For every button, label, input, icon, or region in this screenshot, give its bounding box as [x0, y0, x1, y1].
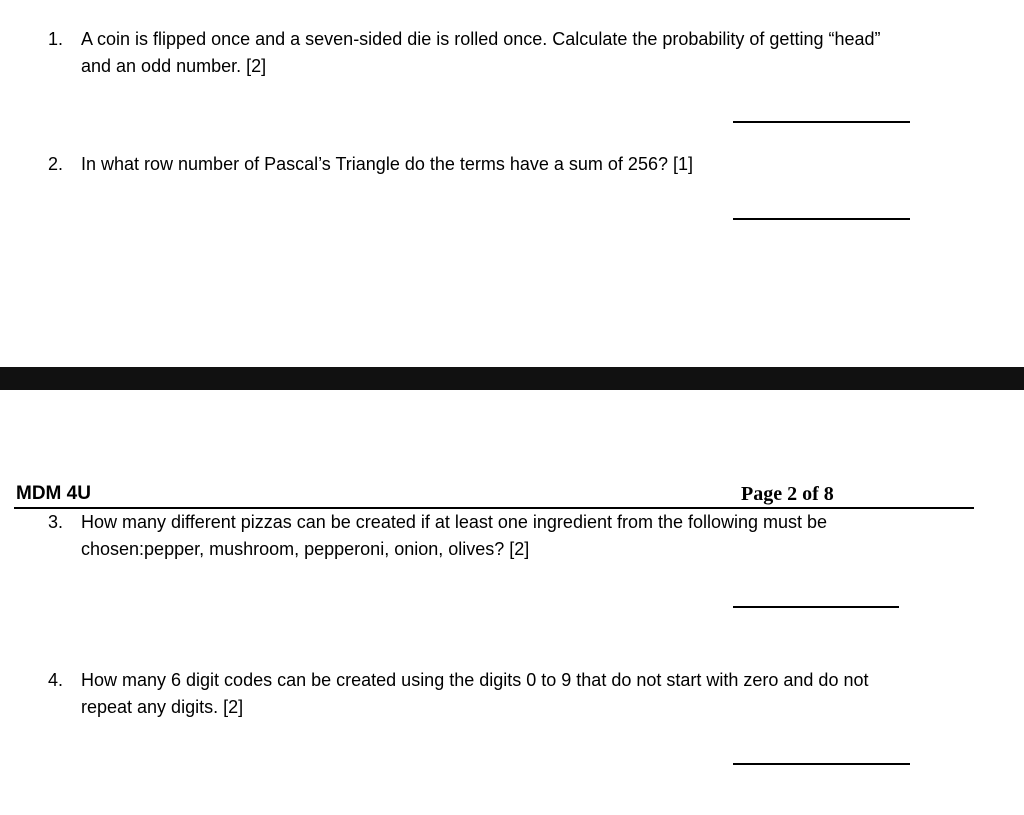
course-code: MDM 4U: [16, 483, 91, 504]
question-4: [48, 667, 988, 727]
question-text-line: How many 6 digit codes can be created using the digits 0 to 9 that do not start with zero and do not: [81, 670, 869, 690]
question-number: 3.: [48, 512, 64, 532]
answer-line[interactable]: [733, 763, 910, 765]
question-text: [81, 509, 827, 563]
question-number: 4.: [48, 670, 64, 690]
question-text-line: How many different pizzas can be created if at least one ingredient from the following must be: [81, 512, 828, 532]
question-text: [81, 26, 881, 80]
question-2: [48, 151, 988, 181]
answer-line[interactable]: [733, 606, 899, 608]
question-text-line: repeat any digits. [2]: [81, 697, 244, 717]
question-1: [48, 26, 988, 86]
question-text-line: In what row number of Pascal’s Triangle do the terms have a sum of 256? [1]: [81, 154, 693, 174]
answer-line[interactable]: [733, 218, 910, 220]
page-break-band: [0, 367, 1024, 390]
page-number: Page 2 of 8: [741, 483, 834, 505]
answer-line[interactable]: [733, 121, 910, 123]
question-text-line: and an odd number. [2]: [81, 56, 267, 76]
question-3: [48, 509, 988, 569]
question-text: [81, 667, 868, 721]
question-number: 1.: [48, 29, 64, 49]
question-text: [81, 151, 693, 178]
question-text-line: chosen:pepper, mushroom, pepperoni, onion, olives? [2]: [81, 539, 530, 559]
question-text-line: A coin is flipped once and a seven-sided die is rolled once. Calculate the probability of getting “head”: [81, 29, 881, 49]
question-number: 2.: [48, 154, 64, 174]
